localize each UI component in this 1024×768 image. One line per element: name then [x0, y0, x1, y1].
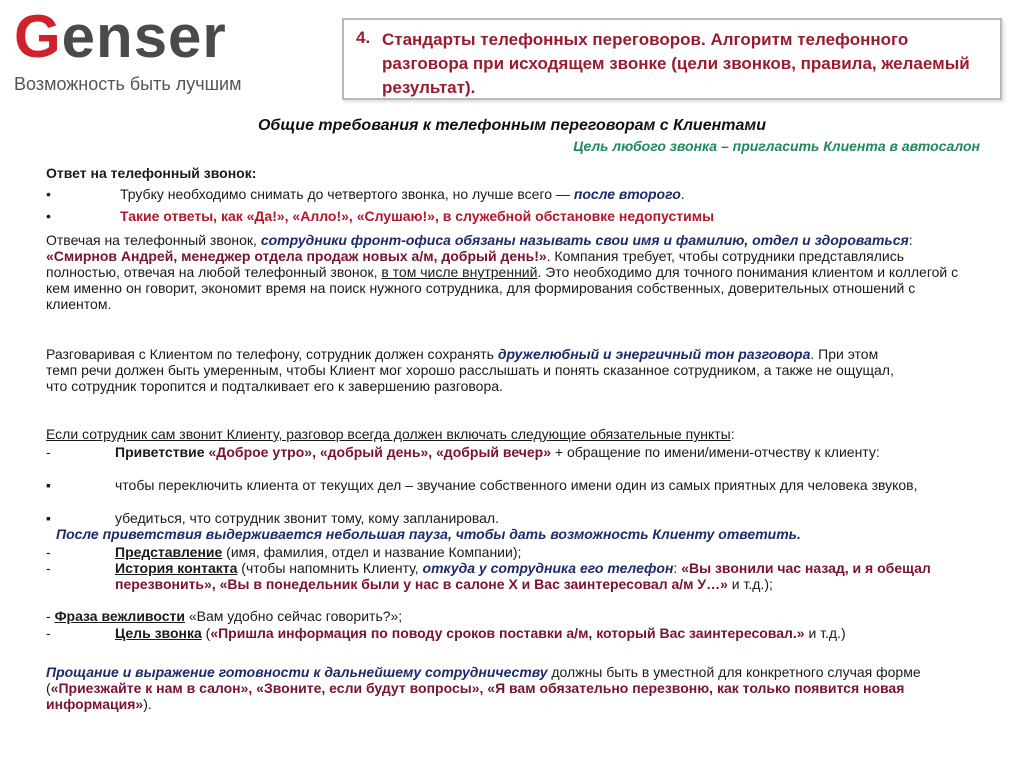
section-heading: Общие требования к телефонным переговорам с Клиентами	[257, 117, 766, 134]
item-sub: убедиться, что сотрудник звонит тому, кому запланировал.	[115, 510, 499, 526]
slide-title-box	[342, 18, 1002, 100]
bullet-marker: •	[46, 208, 51, 224]
logo-letter: G	[14, 3, 62, 70]
item-contact-history: История контакта (чтобы напомнить Клиенту, откуда у сотрудника его телефон: «Вы звонили час назад, и я обещал перезвонить», «Вы в понедельник были у нас в салоне Х и Вас заинтересовал а/м У…» и т.д.);	[115, 560, 931, 592]
item-marker: -	[46, 444, 51, 460]
item-marker: ▪	[46, 510, 51, 526]
pause-note: После приветствия выдерживается небольшая пауза, чтобы дать возможность Клиенту ответить.	[56, 526, 801, 542]
slide-number: 4.	[356, 28, 371, 47]
item-marker: -	[46, 544, 51, 560]
paragraph-closing: Прощание и выражение готовности к дальнейшему сотрудничеству должны быть в уместной для конкретного случая форме («Приезжайте к нам в салон», «Звоните, если будут вопросы», «Я вам обязательно перезвоню, как только появится новая информация»).	[46, 664, 921, 712]
item-greeting: Приветствие «Доброе утро», «добрый день», «добрый вечер» + обращение по имени/имени-отчеству к клиенту:	[115, 444, 880, 460]
item-politeness: - Фраза вежливости «Вам удобно сейчас говорить?»;	[46, 608, 403, 624]
item-sub: чтобы переключить клиента от текущих дел – звучание собственного имени один из самых приятных для человека звуков,	[115, 477, 918, 493]
item-marker: ▪	[46, 477, 51, 493]
logo-text: enser	[61, 3, 227, 70]
item-call-goal: Цель звонка («Пришла информация по поводу сроков поставки а/м, который Вас заинтересовал.» и т.д.)	[115, 625, 846, 641]
call-goal: Цель любого звонка – пригласить Клиента в автосалон	[573, 138, 980, 154]
bullet-marker: •	[46, 186, 51, 202]
item-marker: -	[46, 625, 51, 641]
item-introduction: Представление (имя, фамилия, отдел и название Компании);	[115, 544, 522, 560]
company-logo	[14, 2, 227, 72]
item-marker: -	[46, 560, 51, 576]
bullet-item: Такие ответы, как «Да!», «Алло!», «Слушаю!», в служебной обстановке недопустимы	[120, 208, 715, 224]
answer-heading: Ответ на телефонный звонок:	[46, 165, 257, 181]
bullet-item: Трубку необходимо снимать до четвертого звонка, но лучше всего — после второго.	[120, 186, 685, 202]
paragraph-answer: Отвечая на телефонный звонок, сотрудники фронт-офиса обязаны называть свои имя и фамилию, отдел и здороваться: «Смирнов Андрей, менеджер отдела продаж новых а/м, добрый день!». Компания требует, чтобы сотрудники представлялись полностью, отвечая на любой телефонный звонок, в том числе внутренний. Это необходимо для точного понимания клиентом и коллегой с кем именно он говорит, экономит время на поиск нужного сотрудника, для формирования собственных, доверительных отношений с клиентом.	[46, 232, 959, 312]
slide-title: Стандарты телефонных переговоров. Алгоритм телефонного разговора при исходящем звонке (цели звонков, правила, желаемый результат).	[382, 30, 970, 97]
paragraph-outgoing: Если сотрудник сам звонит Клиенту, разговор всегда должен включать следующие обязательные пункты:	[46, 426, 735, 442]
logo-slogan: Возможность быть лучшим	[14, 74, 242, 94]
paragraph-tone: Разговаривая с Клиентом по телефону, сотрудник должен сохранять дружелюбный и энергичный тон разговора. При этом темп речи должен быть умеренным, чтобы Клиент мог хорошо расслышать и понять сказанное сотрудником, а также не ощущал, что сотрудник торопится и подталкивает его к завершению разговора.	[46, 346, 894, 394]
